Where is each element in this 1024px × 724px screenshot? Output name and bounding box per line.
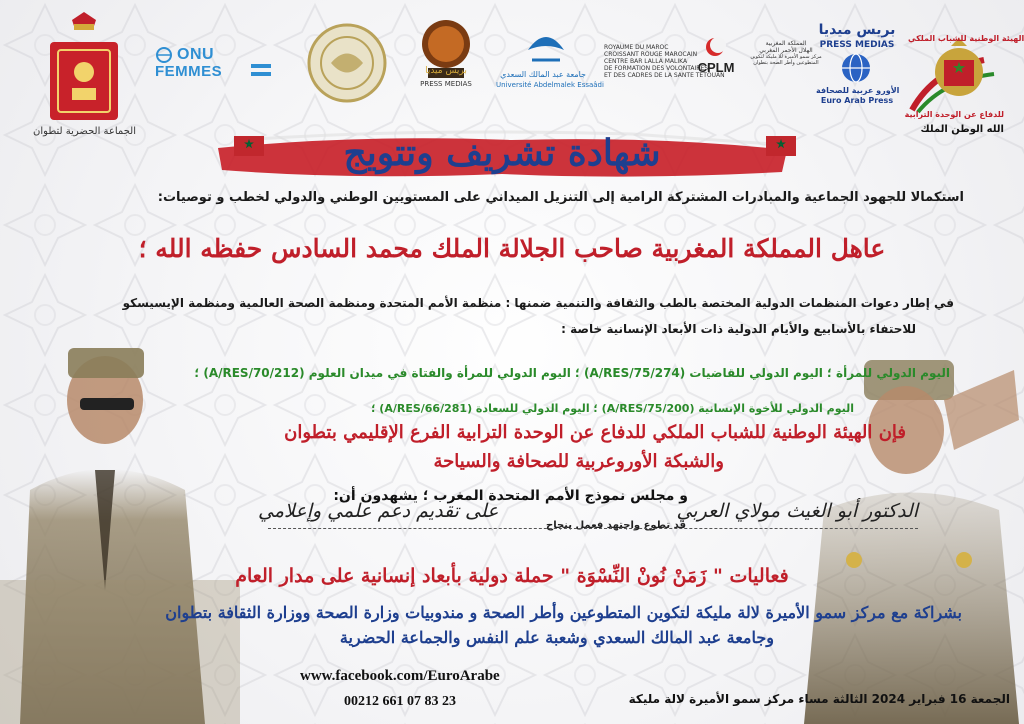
recipient-role: على تقديم دعم علمي وإعلامي	[258, 500, 499, 522]
university-fr-name: Université Abdelmalek Essaâdi	[496, 81, 604, 89]
press-medias-small: PRESS MEDIAS	[420, 80, 472, 88]
euro-arab-ar: الأورو عربية للصحافة	[816, 86, 900, 95]
municipality-caption: الجماعة الحضرية لتطوان	[33, 126, 136, 137]
kingdom-line: المتطوعين وأطر الصحة بتطوان	[753, 60, 819, 66]
youth-org-name: الهيئة الوطنية للشباب الملكي	[908, 34, 1024, 43]
equality-symbol-icon	[251, 62, 271, 80]
red-crescent-icon	[704, 36, 726, 58]
organizations-text: في إطار دعوات المنظمات الدولية المختصة بالطب والثقافة والتنمية ضمنها : منظمة الأمم المتحدة ومنظمة الصحة العالمية ومنظمة الإيسيسكو	[122, 296, 954, 310]
recipient-row	[258, 500, 918, 540]
moroccan-red-crescent-caption	[746, 40, 826, 66]
facebook-link[interactable]: www.facebook.com/EuroArabe	[300, 668, 500, 684]
press-medias-en-large: PRESS MEDIAS	[819, 40, 895, 50]
press-medias-globe-icon	[836, 52, 876, 84]
red-crescent-line: DE FORMATION DES VOLONTAIRES	[604, 65, 709, 72]
issuing-body-line-2: والشبكة الأوروعربية للصحافة والسياحة	[433, 451, 724, 472]
red-crescent-line: ROYAUME DU MAROC	[604, 44, 669, 51]
international-weeks-text: للاحتفاء بالأسابيع والأيام الدولية ذات الأبعاد الإنسانية خاصة :	[561, 322, 916, 336]
activities-text: فعاليات " زَمَنْ نُونْ النِّسْوَة " حملة دولية بأبعاد إنسانية على مدار العام	[235, 565, 789, 587]
euro-arab-en: Euro Arab Press	[820, 96, 894, 105]
intro-text: استكمالا للجهود الجماعية والمبادرات المشتركة الرامية إلى التنزيل الميداني على المستويين الوطني والدولي لخطب و توصيات:	[157, 190, 964, 205]
university-ar-name: جامعة عبد المالك السعدي	[500, 70, 586, 79]
recipient-name: الدكتور أبو الغيث مولاي العربي	[676, 500, 918, 522]
un-women-logo	[155, 46, 275, 80]
red-crescent-line: CROISSANT ROUGE MAROCAIN	[604, 51, 698, 58]
kingdom-line: مركز سمو الأميرة للا مليكة لتكوين	[750, 54, 822, 60]
tetouan-municipality-logo	[44, 10, 124, 122]
un-model-emblem-logo	[306, 22, 388, 104]
partnership-line-2: وجامعة عبد المالك السعدي وشعبة علم النفس والجماعة الحضرية	[339, 628, 774, 647]
femmes-text: FEMMES	[155, 63, 223, 80]
event-date-text: الجمعة 16 فبراير 2024 الثالثة مساء مركز سمو الأميرة لالة مليكة	[628, 692, 1010, 706]
kingdom-line: الهلال الأحمر المغربي	[759, 47, 813, 54]
council-text: و مجلس نموذج الأمم المتحدة المغرب ؛ يشهدون أن:	[333, 488, 688, 504]
kingdom-line: المملكة المغربية	[765, 40, 807, 47]
red-crescent-line: CENTRE BAR LALLA MALIKA	[604, 58, 688, 65]
issuing-body-line-1: فإن الهيئة الوطنية للشباب الملكي للدفاع عن الوحدة الترابية الفرع الإقليمي بتطوان	[284, 422, 906, 443]
cplm-logo-text: CPLM	[697, 60, 735, 75]
red-crescent-line: ET DES CADRES DE LA SANTE TETOUAN	[604, 72, 725, 79]
international-days-line-2: اليوم الدولي للأخوة الإنسانية (A/RES/75/200) ؛ اليوم الدولي للسعادة (A/RES/66/281) ؛	[371, 402, 854, 415]
un-emblem-icon	[155, 46, 173, 64]
signature-dashed-line	[268, 528, 918, 529]
king-text: عاهل المملكة المغربية صاحب الجلالة الملك محمد السادس حفظه الله ؛	[138, 234, 886, 263]
partnership-line-1: بشراكة مع مركز سمو الأميرة لالة مليكة لتكوين المتطوعين وأطر الصحة و مندوبيات وزارة الصحة ووزارة الثقافة بتطوان	[165, 603, 962, 622]
university-logo	[524, 20, 568, 70]
certificate-title: شهادة تشريف وتتويج	[343, 132, 661, 174]
phone-number: 00212 661 07 83 23	[344, 694, 456, 709]
youth-motto: للدفاع عن الوحدة الترابية	[904, 110, 1004, 119]
left-portrait-image	[0, 330, 240, 724]
recipient-motto: قد تطوع واجتهد فعمل بنجاح	[546, 520, 686, 531]
onu-text: ONU	[177, 46, 215, 63]
press-medias-ar-small: بريس ميديا	[425, 66, 467, 76]
international-days-line-1: اليوم الدولي للمرأة ؛ اليوم الدولي للقاضيات (A/RES/75/274) ؛ اليوم الدولي للمرأة والفتاة في ميدان العلوم (A/RES/70/212) ؛	[194, 366, 950, 380]
press-medias-ar-large: بريس ميديا	[818, 22, 896, 38]
youth-slogan: الله الوطن الملك	[920, 124, 1004, 135]
